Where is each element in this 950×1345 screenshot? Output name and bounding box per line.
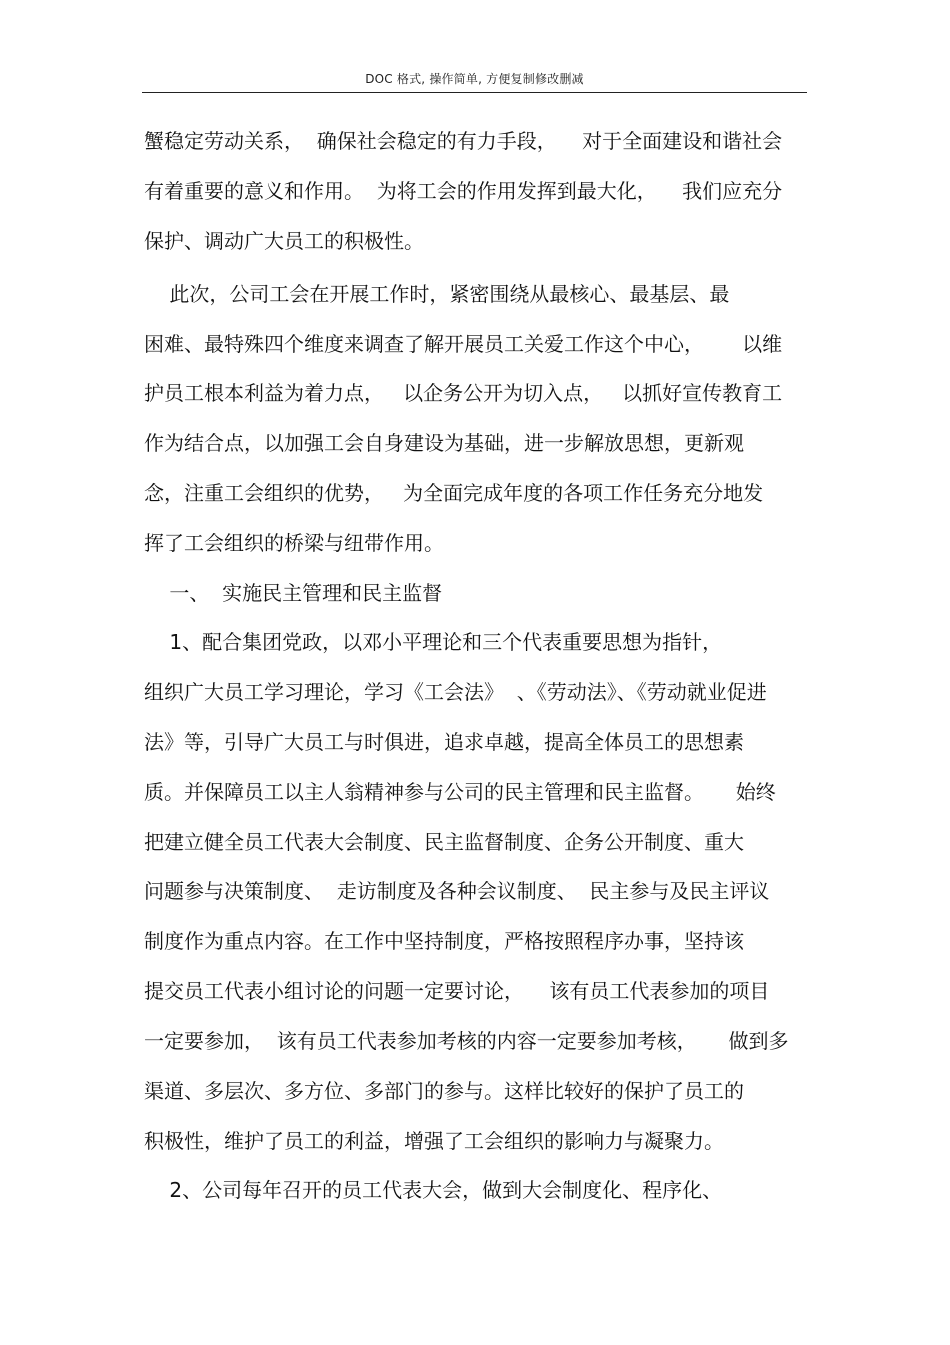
section-heading: 一、 实施民主管理和民主监督 (144, 581, 443, 605)
body-line: 提交员工代表小组讨论的问题一定要讨论， 该有员工代表参加的项目 (144, 979, 770, 1003)
body-line: 渠道、多层次、多方位、多部门的参与。这样比较好的保护了员工的 (144, 1079, 744, 1103)
body-line: 法》等，引导广大员工与时俱进，追求卓越，提高全体员工的思想素 (144, 730, 744, 754)
body-line: 质。并保障员工以主人翁精神参与公司的民主管理和民主监督。 始终 (144, 780, 776, 804)
body-line: 把建立健全员工代表大会制度、民主监督制度、企务公开制度、重大 (144, 830, 744, 854)
body-line: 作为结合点，以加强工会自身建设为基础，进一步解放思想，更新观 (144, 431, 744, 455)
body-line: 困难、最特殊四个维度来调查了解开展员工关爱工作这个中心， 以维 (144, 332, 783, 356)
body-line: 一定要参加， 该有员工代表参加考核的内容一定要参加考核， 做到多 (144, 1029, 789, 1053)
header-text: DOC 格式, 操作简单, 方便复制修改删减 (365, 72, 584, 86)
body-line: 2、公司每年召开的员工代表大会，做到大会制度化、程序化、 (144, 1178, 723, 1202)
body-line: 保护、调动广大员工的积极性。 (144, 229, 424, 253)
body-line: 积极性，维护了员工的利益，增强了工会组织的影响力与凝聚力。 (144, 1129, 724, 1153)
body-line: 念，注重工会组织的优势， 为全面完成年度的各项工作任务充分地发 (144, 481, 764, 505)
body-line: 1、配合集团党政，以邓小平理论和三个代表重要思想为指针， (144, 630, 723, 654)
page-header (142, 62, 807, 93)
body-line: 制度作为重点内容。在工作中坚持制度，严格按照程序办事，坚持该 (144, 929, 744, 953)
body-line: 组织广大员工学习理论，学习《工会法》 、《劳动法》、《劳动就业促进 (144, 680, 767, 704)
body-line: 有着重要的意义和作用。 为将工会的作用发挥到最大化， 我们应充分 (144, 179, 783, 203)
body-line: 此次，公司工会在开展工作时，紧密围绕从最核心、最基层、最 (144, 282, 730, 306)
body-line: 挥了工会组织的桥梁与纽带作用。 (144, 531, 444, 555)
body-line: 蟹稳定劳动关系， 确保社会稳定的有力手段， 对于全面建设和谐社会 (144, 129, 783, 153)
body-line: 问题参与决策制度、 走访制度及各种会议制度、 民主参与及民主评议 (144, 879, 770, 903)
body-line: 护员工根本利益为着力点， 以企务公开为切入点， 以抓好宣传教育工 (144, 381, 783, 405)
